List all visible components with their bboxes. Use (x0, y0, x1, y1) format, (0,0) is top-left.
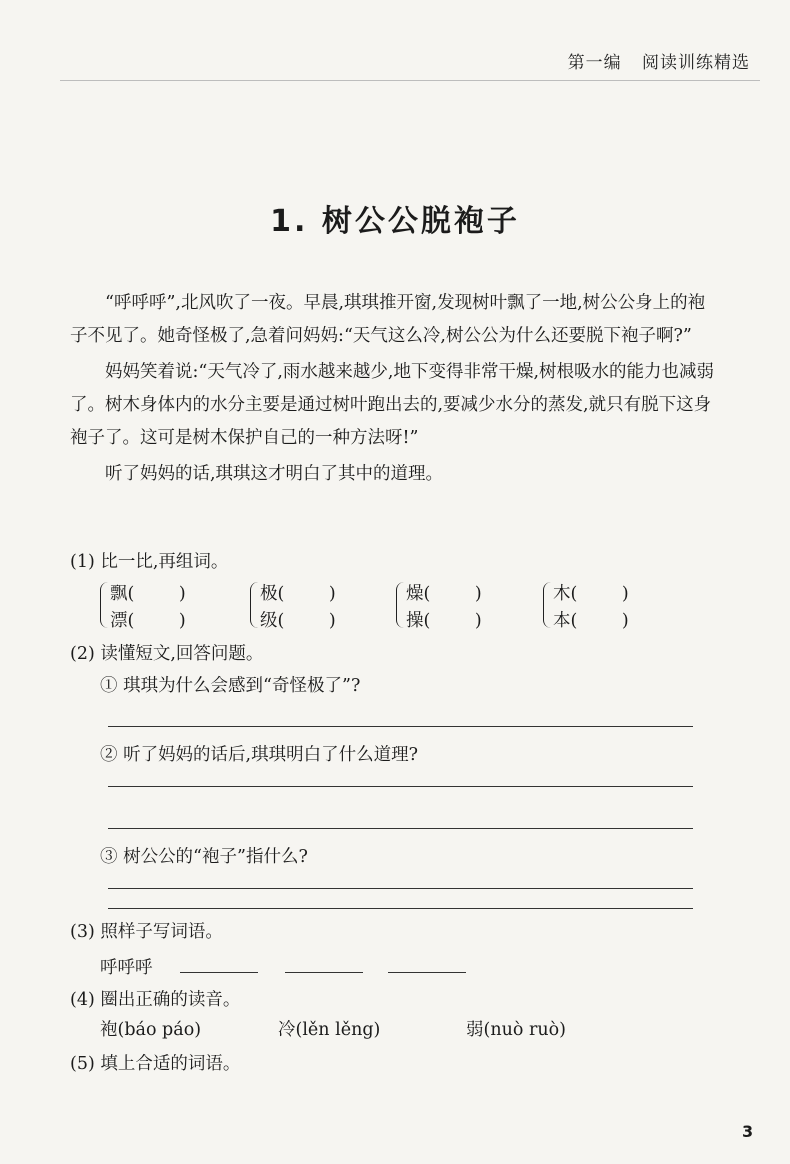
word-entry: 级( ) (260, 611, 336, 631)
pinyin-choice-2[interactable]: 冷(lěn lěng) (278, 1020, 381, 1040)
question-4-label: (4) 圈出正确的读音。 (70, 990, 241, 1010)
answer-line[interactable] (108, 828, 693, 829)
lesson-title: 1. 树公公脱袍子 (270, 204, 520, 239)
word-group-4 (543, 580, 673, 632)
brace-mark (543, 582, 551, 628)
fill-blank[interactable] (180, 972, 258, 973)
question-2-sub-2: ② 听了妈妈的话后,琪琪明白了什么道理? (100, 745, 419, 765)
story-paragraph-3: 听了妈妈的话,琪琪这才明白了其中的道理。 (105, 464, 444, 484)
header-divider (60, 80, 760, 81)
pinyin-choice-3[interactable]: 弱(nuò ruò) (466, 1020, 566, 1040)
fill-blank[interactable] (388, 972, 466, 973)
question-1-label: (1) 比一比,再组词。 (70, 552, 229, 572)
word-group-3 (396, 580, 526, 632)
answer-line[interactable] (108, 908, 693, 909)
pinyin-choice-1[interactable]: 袍(báo páo) (100, 1020, 202, 1040)
answer-line[interactable] (108, 888, 693, 889)
question-5-label: (5) 填上合适的词语。 (70, 1054, 241, 1074)
word-entry: 木( ) (553, 584, 629, 604)
page-header (568, 48, 750, 73)
header-section: 第一编 (567, 53, 622, 73)
example-word: 呼呼呼 (100, 958, 153, 978)
answer-line[interactable] (108, 786, 693, 787)
question-2-sub-3: ③ 树公公的“袍子”指什么? (100, 847, 308, 867)
fill-blank[interactable] (285, 972, 363, 973)
word-group-1 (100, 580, 230, 632)
brace-mark (100, 582, 108, 628)
page-number: 3 (742, 1122, 754, 1141)
story-text (70, 287, 720, 494)
word-group-2 (250, 580, 380, 632)
word-entry: 操( ) (406, 611, 482, 631)
word-entry: 极( ) (260, 584, 336, 604)
word-entry: 燥( ) (406, 584, 482, 604)
story-paragraph-2: 妈妈笑着说:“天气冷了,雨水越来越少,地下变得非常干燥,树根吸水的能力也减弱了。树木身体内的水分主要是通过树叶跑出去的,要减少水分的蒸发,就只有脱下这身袍子了。这可是树木保护自己的一种方法呀!” (70, 362, 715, 448)
brace-mark (396, 582, 404, 628)
word-entry: 飘( ) (110, 584, 186, 604)
answer-line[interactable] (108, 726, 693, 727)
question-2-sub-1: ① 琪琪为什么会感到“奇怪极了”? (100, 676, 361, 696)
question-3-label: (3) 照样子写词语。 (70, 922, 223, 942)
brace-mark (250, 582, 258, 628)
word-entry: 漂( ) (110, 611, 186, 631)
story-paragraph-1: “呼呼呼”,北风吹了一夜。早晨,琪琪推开窗,发现树叶飘了一地,树公公身上的袍子不见了。她奇怪极了,急着问妈妈:“天气这么冷,树公公为什么还要脱下袍子啊?” (70, 293, 706, 346)
header-title: 阅读训练精选 (642, 53, 750, 73)
question-2-label: (2) 读懂短文,回答问题。 (70, 644, 264, 664)
word-entry: 本( ) (553, 611, 629, 631)
